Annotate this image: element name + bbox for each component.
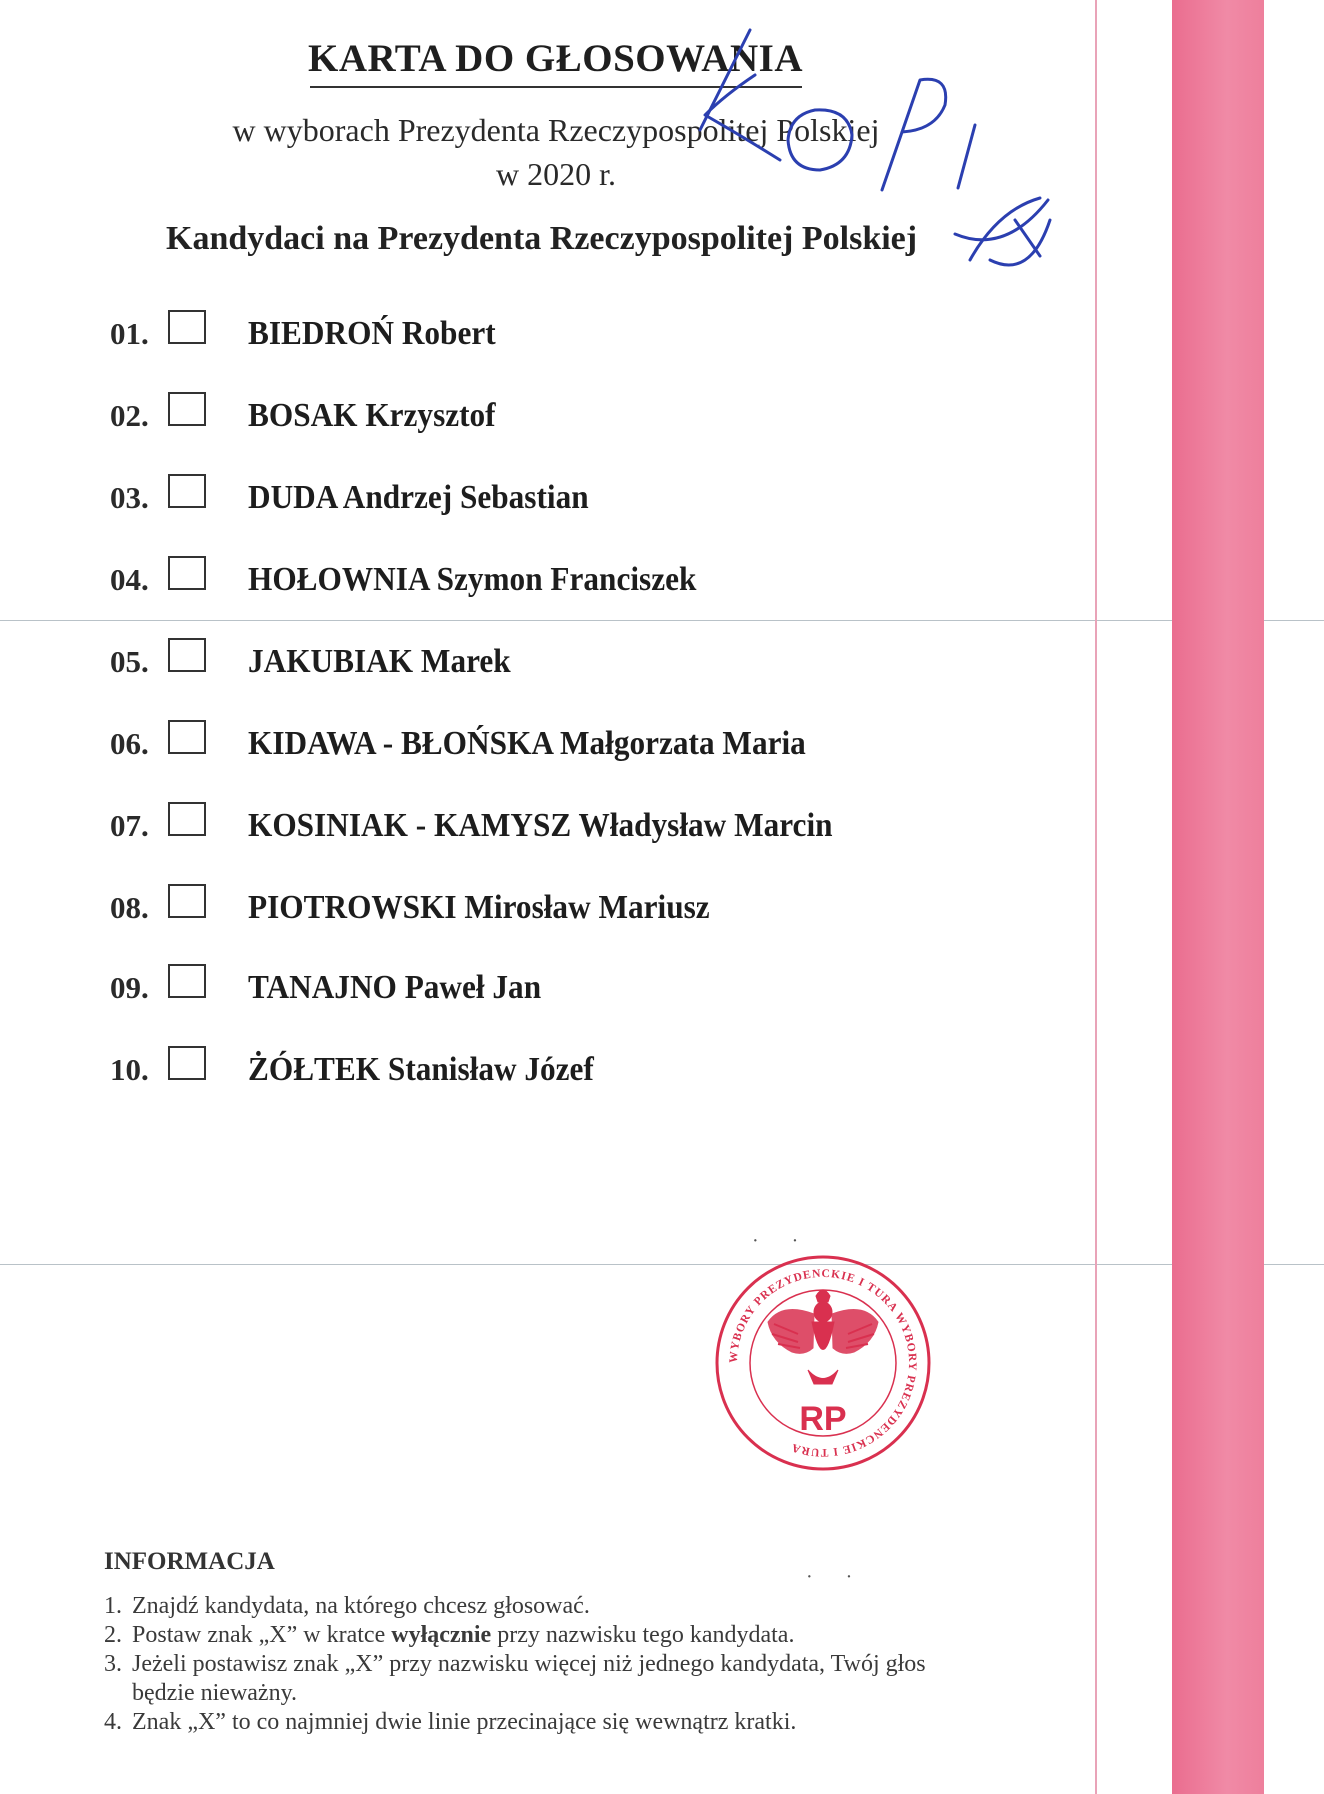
vote-checkbox[interactable] <box>168 392 206 426</box>
info-item-number: 3. <box>104 1651 122 1677</box>
vote-checkbox[interactable] <box>168 310 206 344</box>
margin-line <box>1095 0 1097 1794</box>
candidate-number: 06. <box>110 726 149 761</box>
vote-checkbox[interactable] <box>168 720 206 754</box>
info-item-text: Znajdź kandydata, na którego chcesz głosować. <box>132 1593 590 1619</box>
candidate-row <box>110 556 735 604</box>
info-item <box>104 1592 992 1621</box>
vote-checkbox[interactable] <box>168 802 206 836</box>
candidate-name: BOSAK Krzysztof <box>248 397 496 434</box>
vote-checkbox[interactable] <box>168 964 206 998</box>
info-item-text: Postaw znak „X” w kratce <box>132 1622 392 1648</box>
info-item-number: 1. <box>104 1593 122 1619</box>
pink-security-stripe <box>1172 0 1264 1794</box>
info-item-text: Jeżeli postawisz znak „X” przy nazwisku więcej niż jednego kandydata, Twój głos będzie nieważny. <box>132 1651 926 1706</box>
vote-checkbox[interactable] <box>168 1046 206 1080</box>
candidate-number: 05. <box>110 644 149 679</box>
info-item-emphasis: wyłącznie <box>391 1622 492 1648</box>
ballot-title: KARTA DO GŁOSOWANIA <box>308 37 803 80</box>
handwritten-kopia-mark <box>630 20 1060 310</box>
stamp-center-text: RP <box>799 1400 847 1438</box>
candidate-number: 08. <box>110 890 149 925</box>
candidate-row <box>110 884 750 932</box>
candidate-name: ŻÓŁTEK Stanisław Józef <box>248 1051 594 1088</box>
candidate-row <box>110 964 567 1012</box>
candidate-name: KOSINIAK - KAMYSZ Władysław Marcin <box>248 807 833 844</box>
election-year: w 2020 r. <box>496 156 616 192</box>
stamp-ring-text: WYBORY PREZYDENCKIE I TURA WYBORY PREZYDENCKIE I TURA <box>727 1267 919 1459</box>
candidates-heading: Kandydaci na Prezydenta Rzeczypospolitej Polskiej <box>166 220 918 257</box>
eagle-emblem-icon <box>768 1290 878 1384</box>
info-item-text: przy nazwisku tego kandydata. <box>491 1622 795 1648</box>
candidate-row <box>110 1046 624 1094</box>
info-item <box>104 1650 992 1708</box>
candidate-number: 03. <box>110 480 149 515</box>
fold-line <box>0 620 1324 621</box>
fold-line <box>0 1264 1324 1265</box>
candidate-name: JAKUBIAK Marek <box>248 643 511 680</box>
candidate-number: 01. <box>110 316 149 351</box>
info-list <box>104 1592 992 1737</box>
candidate-name: TANAJNO Paweł Jan <box>248 969 542 1006</box>
print-dots: · · <box>752 1230 813 1252</box>
candidate-number: 07. <box>110 808 149 843</box>
candidate-number: 04. <box>110 562 149 597</box>
info-title: INFORMACJA <box>104 1548 275 1575</box>
info-item-number: 4. <box>104 1709 122 1735</box>
official-stamp <box>712 1252 934 1474</box>
candidate-row <box>110 474 618 522</box>
candidate-name: PIOTROWSKI Mirosław Mariusz <box>248 889 710 926</box>
vote-checkbox[interactable] <box>168 638 206 672</box>
candidate-name: BIEDROŃ Robert <box>248 315 496 352</box>
candidate-name: KIDAWA - BŁOŃSKA Małgorzata Maria <box>248 725 806 762</box>
vote-checkbox[interactable] <box>168 884 206 918</box>
candidate-row <box>110 310 517 358</box>
vote-checkbox[interactable] <box>168 474 206 508</box>
candidate-number: 02. <box>110 398 149 433</box>
info-item-text: Znak „X” to co najmniej dwie linie przecinające się wewnątrz kratki. <box>132 1709 797 1735</box>
info-item <box>104 1621 992 1650</box>
info-item <box>104 1708 992 1737</box>
print-dots: · · <box>806 1566 867 1588</box>
candidate-name: DUDA Andrzej Sebastian <box>248 479 589 516</box>
info-item-number: 2. <box>104 1622 122 1648</box>
candidate-row <box>110 802 883 850</box>
candidate-number: 09. <box>110 970 149 1005</box>
candidate-number: 10. <box>110 1052 149 1087</box>
election-subtitle: w wyborach Prezydenta Rzeczypospolitej Polskiej <box>232 112 880 148</box>
candidate-row <box>110 638 534 686</box>
candidate-row <box>110 720 854 768</box>
candidate-name: HOŁOWNIA Szymon Franciszek <box>248 561 697 598</box>
candidate-row <box>110 392 517 440</box>
vote-checkbox[interactable] <box>168 556 206 590</box>
